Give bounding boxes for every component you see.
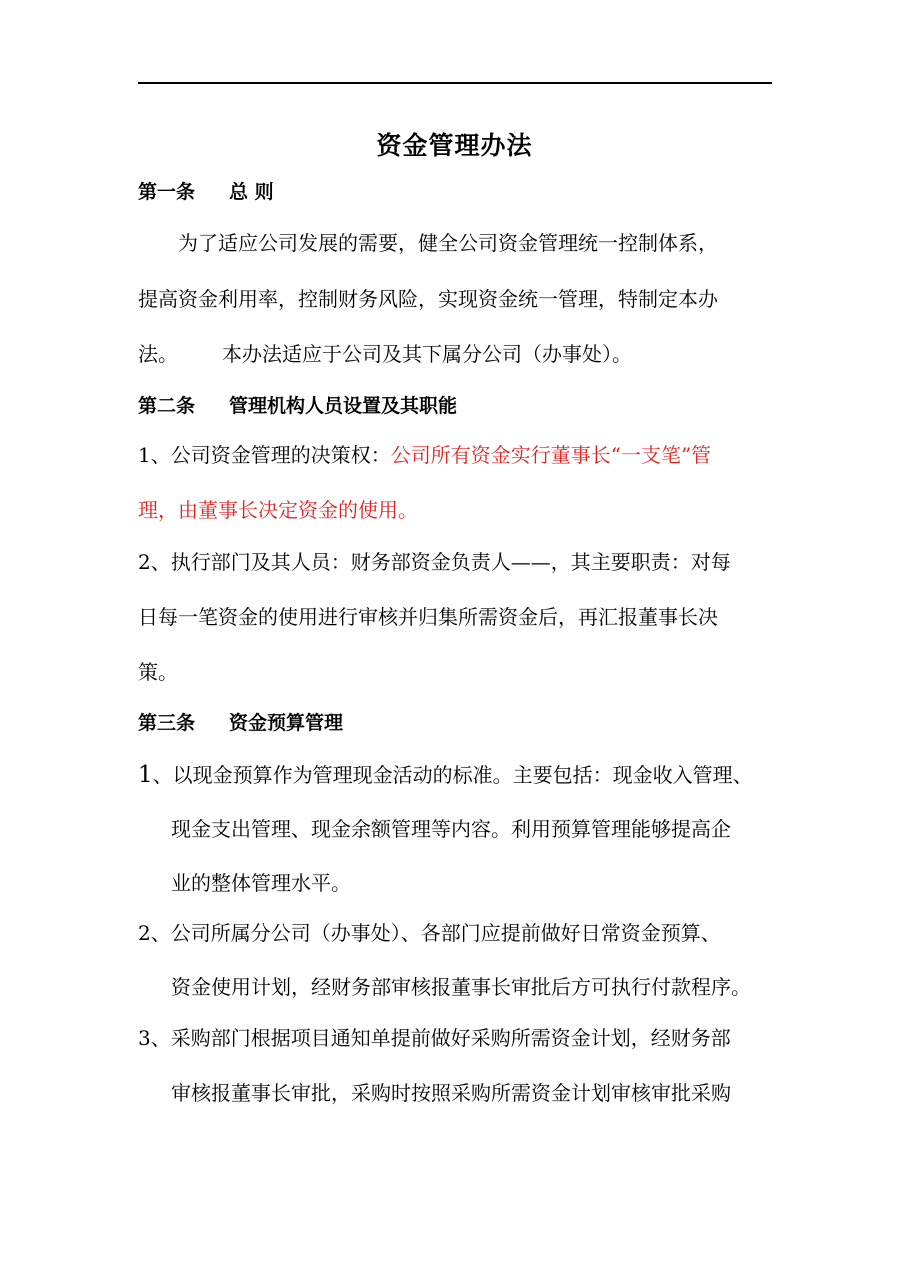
article-2-item-1-red-text: 公司所有资金实行董事长“一支笔”管 [390,443,712,467]
article-3-item-2-line-1: 2、公司所属分公司（办事处）、各部门应提前做好日常资金预算、 [138,921,721,945]
document-title: 资金管理办法 [376,131,533,160]
article-3-heading [138,708,343,738]
article-1-line-3 [138,339,632,369]
article-3-item-2-line-2: 资金使用计划，经财务部审核报董事长审批后方可执行付款程序。 [171,975,751,999]
article-2-heading [138,391,457,421]
article-3-item-3-line-2: 审核报董事长审批，采购时按照采购所需资金计划审核审批采购 [171,1081,731,1105]
article-2-number: 第二条 [138,395,196,417]
article-1-line-3-text: 法。 [138,342,178,366]
article-1-number: 第一条 [138,181,196,203]
article-2-item-2-line-1: 2、执行部门及其人员：财务部资金负责人——，其主要职责：对每 [138,550,731,574]
article-3-item-1-line-1 [138,760,753,790]
article-3-item-1-line-3: 业的整体管理水平。 [171,871,351,895]
article-3-item-1-number: 1 [138,762,153,788]
article-2-item-1-line-1 [138,440,711,470]
article-2-item-1-label: 1、公司资金管理的决策权： [138,443,391,467]
article-3-item-1-text: 、以现金预算作为管理现金活动的标准。主要包括：现金收入管理、 [152,763,753,787]
article-1-line-2: 提高资金利用率，控制财务风险，实现资金统一管理，特制定本办 [138,287,718,311]
article-3-item-1-line-2: 现金支出管理、现金余额管理等内容。利用预算管理能够提高企 [171,817,731,841]
article-2-title: 管理机构人员设置及其职能 [229,395,458,417]
article-2-item-2-line-2: 日每一笔资金的使用进行审核并归集所需资金后，再汇报董事长决 [138,605,718,629]
article-3-title: 资金预算管理 [229,712,344,734]
article-2-item-1-line-2: 理，由董事长决定资金的使用。 [138,498,418,522]
article-1-heading [138,177,274,207]
article-1-scope-text: 本办法适应于公司及其下属分公司（办事处）。 [222,342,632,366]
header-rule [138,82,772,84]
article-3-item-3-line-1: 3、采购部门根据项目通知单提前做好采购所需资金计划，经财务部 [138,1026,731,1050]
article-2-item-2-line-3: 策。 [138,660,178,684]
article-1-title: 总 则 [229,181,274,203]
article-1-line-1: 为了适应公司发展的需要，健全公司资金管理统一控制体系， [178,231,718,255]
article-3-number: 第三条 [138,712,196,734]
